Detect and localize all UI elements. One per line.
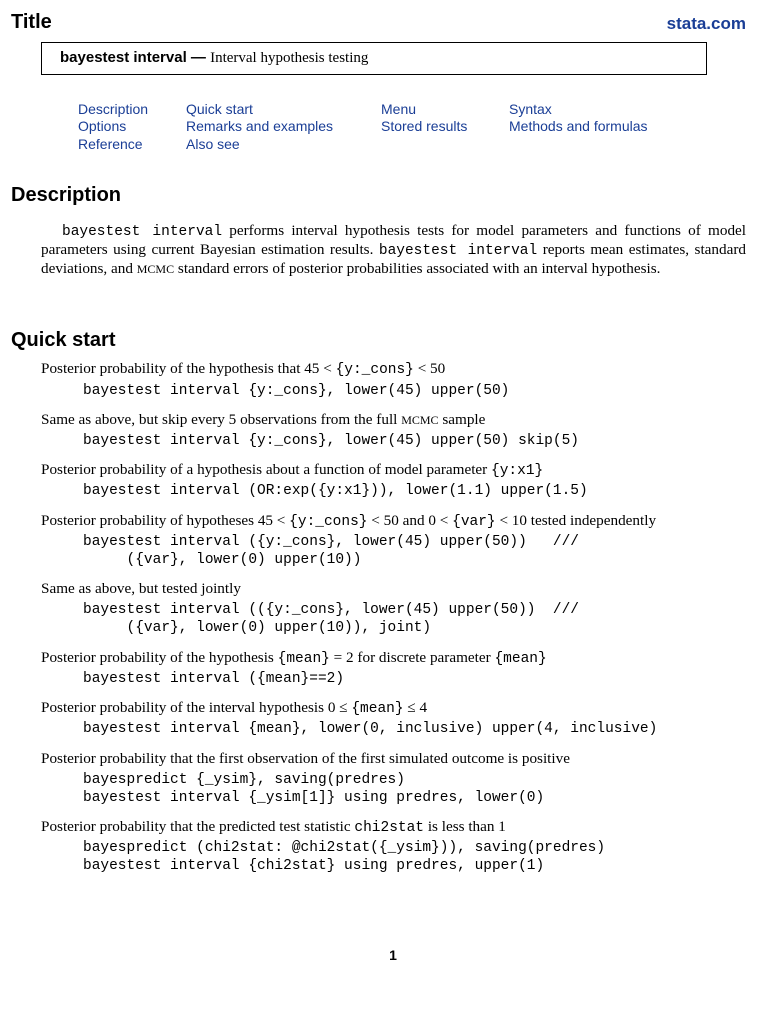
nav-link-methods-and-formulas[interactable]: Methods and formulas xyxy=(509,118,648,134)
command-subtitle: Interval hypothesis testing xyxy=(210,50,369,66)
quick-start-description: Posterior probability of a hypothesis about a function of model parameter {y:x1} xyxy=(41,461,544,479)
quick-start-code: ({var}, lower(0) upper(10)) xyxy=(83,552,362,568)
command-name: bayestest interval xyxy=(60,49,187,66)
description-command-1: bayestest interval xyxy=(62,224,223,240)
quick-start-code: bayestest interval {chi2stat} using predres, upper(1) xyxy=(83,858,545,874)
nav-link-remarks-and-examples[interactable]: Remarks and examples xyxy=(186,118,334,134)
quick-start-code: bayestest interval {y:_cons}, lower(45) upper(50) skip(5) xyxy=(83,433,579,449)
description-text-2: reports mean estimates, standard deviations, and xyxy=(41,241,746,277)
nav-link-syntax[interactable]: Syntax xyxy=(509,101,552,117)
quick-start-code: bayestest interval {y:_cons}, lower(45) upper(50) xyxy=(83,383,510,399)
quick-start-code: bayestest interval (OR:exp({y:x1})), lower(1.1) upper(1.5) xyxy=(83,483,588,499)
nav-link-options[interactable]: Options xyxy=(78,118,127,134)
quick-start-description: Same as above, but skip every 5 observations from the full MCMC sample xyxy=(41,411,486,428)
quick-start-code: bayestest interval (({y:_cons}, lower(45) upper(50)) /// xyxy=(83,602,579,618)
quick-start-code: bayestest interval ({mean}==2) xyxy=(83,671,345,687)
quick-start-description: Posterior probability that the first observation of the first simulated outcome is positive xyxy=(41,750,570,767)
quick-start-description: Posterior probability of hypotheses 45 < {y:_cons} < 50 and 0 < {var} < 10 tested independently xyxy=(41,512,657,530)
nav-link-reference[interactable]: Reference xyxy=(78,136,143,152)
nav-link-quick-start[interactable]: Quick start xyxy=(186,101,253,117)
description-mcmc: MCMC xyxy=(136,262,175,276)
description-heading: Description xyxy=(11,184,122,206)
quick-start-description: Posterior probability of the interval hypothesis 0 ≤ {mean} ≤ 4 xyxy=(41,699,428,717)
site-link[interactable]: stata.com xyxy=(666,14,746,33)
quick-start-code: bayespredict {_ysim}, saving(predres) xyxy=(83,772,405,788)
description-text-3: standard errors of posterior probabilities associated with an interval hypothesis. xyxy=(174,260,661,277)
quick-start-code: bayestest interval ({y:_cons}, lower(45) upper(50)) /// xyxy=(83,534,579,550)
quick-start-code: bayestest interval {_ysim[1]} using predres, lower(0) xyxy=(83,790,545,806)
nav-link-stored-results[interactable]: Stored results xyxy=(381,118,468,134)
title-dash: — xyxy=(186,49,211,66)
description-command-2: bayestest interval xyxy=(378,243,538,259)
quick-start-description: Posterior probability that the predicted test statistic chi2stat is less than 1 xyxy=(41,818,506,836)
quick-start-description: Posterior probability of the hypothesis {mean} = 2 for discrete parameter {mean} xyxy=(41,649,547,667)
quick-start-code: bayestest interval {mean}, lower(0, inclusive) upper(4, inclusive) xyxy=(83,721,658,737)
quick-start-heading: Quick start xyxy=(11,329,116,351)
description-paragraph xyxy=(41,222,746,278)
title-box xyxy=(41,42,707,75)
page-number: 1 xyxy=(389,947,397,963)
nav-link-description[interactable]: Description xyxy=(78,101,149,117)
quick-start-description: Posterior probability of the hypothesis that 45 < {y:_cons} < 50 xyxy=(41,360,446,378)
description-text-1: performs interval hypothesis tests for model parameters and functions of model parameters using current Bayesian estimation results. xyxy=(41,222,746,258)
quick-start-code: bayespredict (chi2stat: @chi2stat({_ysim})), saving(predres) xyxy=(83,840,606,856)
quick-start-description: Same as above, but tested jointly xyxy=(41,580,241,597)
nav-link-also-see[interactable]: Also see xyxy=(186,136,240,152)
page-title: Title xyxy=(11,11,52,33)
quick-start-code: ({var}, lower(0) upper(10)), joint) xyxy=(83,620,432,636)
nav-link-menu[interactable]: Menu xyxy=(381,101,417,117)
